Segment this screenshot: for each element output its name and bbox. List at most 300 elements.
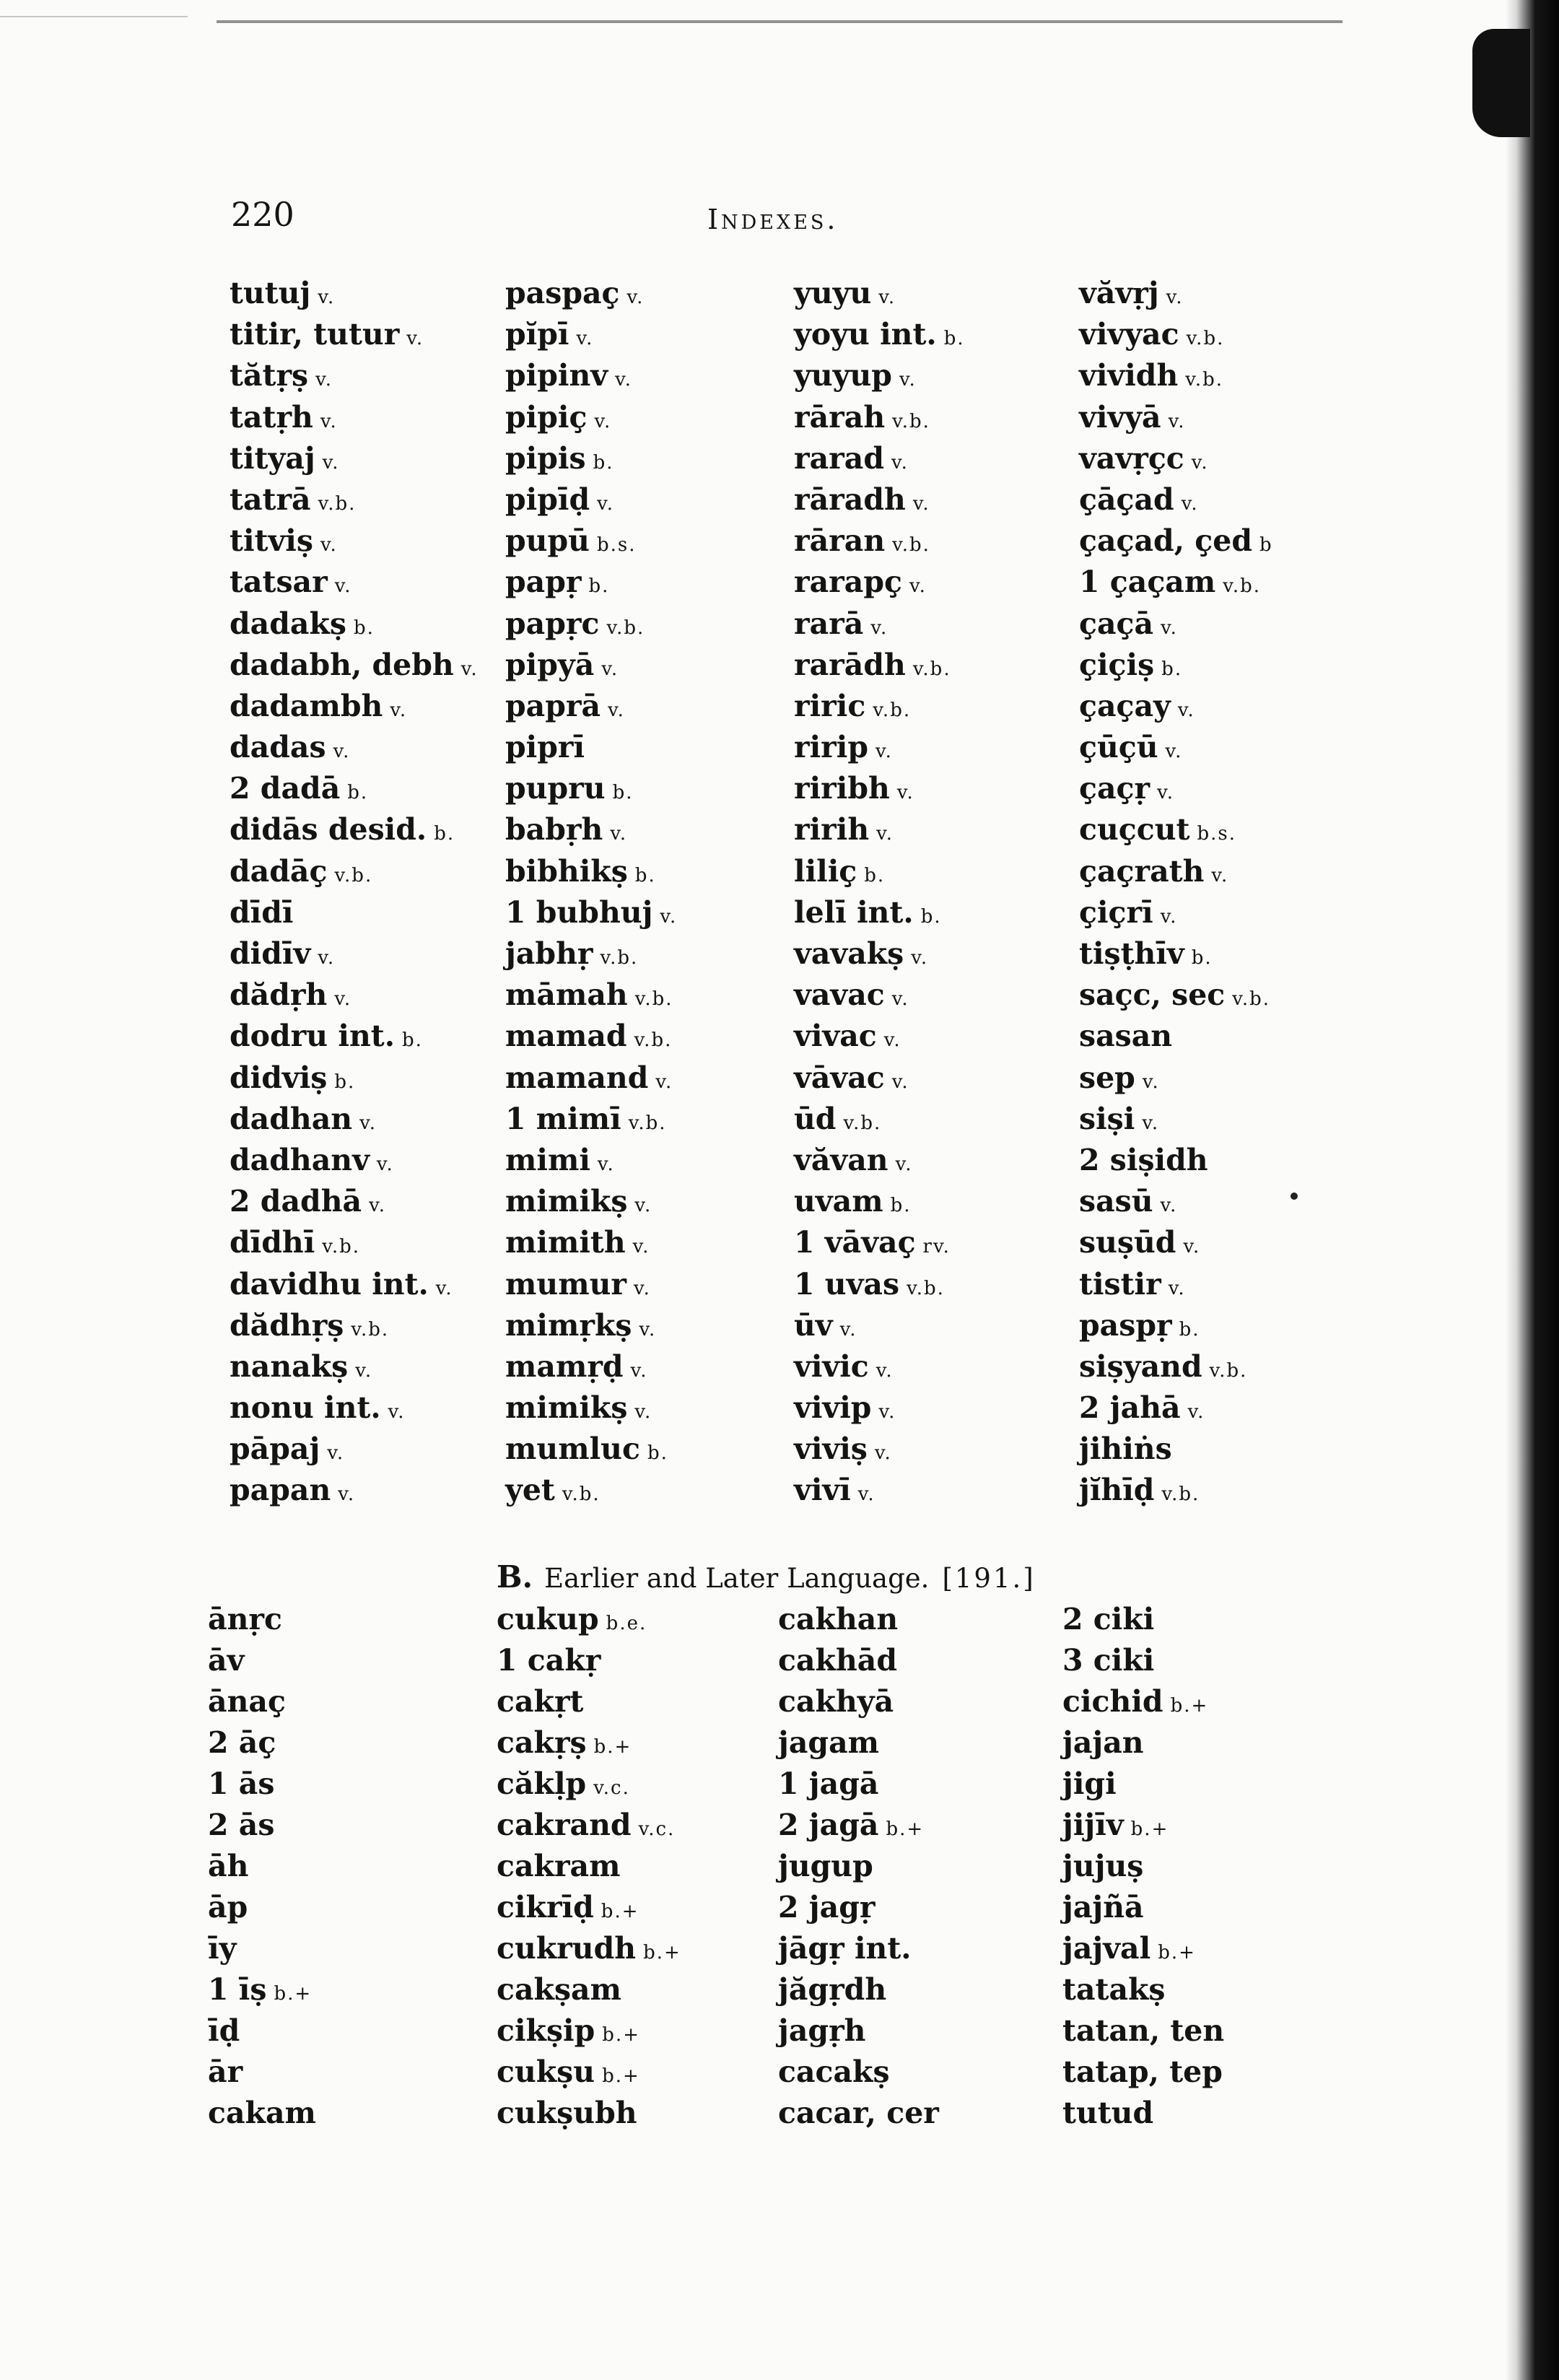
index-entry (794, 479, 965, 520)
index-entry (794, 933, 965, 975)
entry-word: cakam (208, 2096, 316, 2130)
index-entry (505, 892, 677, 933)
entry-source-tag: b.+ (1170, 1695, 1209, 1717)
index-entry (794, 975, 965, 1016)
entry-source-tag: b (1259, 534, 1273, 557)
entry-word: piprī (505, 730, 585, 765)
index-entry (1062, 2052, 1224, 2093)
index-entry (1062, 1681, 1224, 1722)
index-entry (497, 1805, 681, 1846)
entry-word: jajval (1062, 1931, 1151, 1966)
index-entry (505, 479, 677, 520)
entry-word: jabhṛ (505, 936, 593, 971)
entry-word: tiṣṭhīv (1079, 936, 1184, 971)
index-entry (1079, 686, 1273, 727)
entry-source-tag: v. (406, 328, 424, 350)
entry-word: mumur (505, 1266, 626, 1302)
entry-word: āv (208, 1643, 245, 1678)
entry-source-tag: v. (1177, 699, 1195, 721)
index-entry (497, 1722, 681, 1764)
index-entry (778, 1764, 939, 1805)
entry-word: căkḷp (497, 1766, 587, 1801)
entry-word: yoyu int. (794, 317, 937, 352)
entry-source-tag: b. (401, 1029, 423, 1052)
index-column-a3 (794, 273, 965, 1512)
entry-word: çaçad, çed (1079, 523, 1252, 559)
entry-source-tag: v. (634, 1401, 652, 1424)
section-b-heading (497, 1559, 1036, 1595)
entry-source-tag: v. (876, 823, 894, 845)
entry-word: pupru (505, 771, 606, 806)
index-entry (230, 562, 479, 603)
entry-word: mimikṣ (505, 1390, 628, 1426)
entry-word: tistir (1079, 1266, 1161, 1302)
entry-source-tag: v.b. (892, 534, 930, 557)
entry-word: cukṣubh (497, 2096, 637, 2130)
entry-word: cukrudh (497, 1931, 637, 1966)
entry-source-tag: v. (883, 1029, 901, 1052)
entry-source-tag: v. (909, 575, 927, 598)
index-entry (794, 768, 965, 809)
index-entry (794, 686, 965, 727)
entry-word: mamand (505, 1060, 649, 1095)
index-entry (1079, 1099, 1273, 1140)
index-entry (1062, 1599, 1224, 1640)
index-entry (1079, 1264, 1273, 1305)
entry-word: vivī (794, 1473, 851, 1508)
entry-source-tag: v.b. (907, 1277, 945, 1299)
index-entry (1079, 892, 1273, 933)
index-entry (794, 355, 965, 396)
entry-word: cakhād (778, 1643, 897, 1678)
entry-word: cakṣam (497, 1972, 621, 2007)
entry-source-tag: b. (612, 782, 634, 804)
entry-word: vāvac (794, 1060, 885, 1095)
entry-word: 1 vāvaç (794, 1225, 916, 1260)
index-entry (505, 645, 677, 686)
entry-word: yuyup (794, 358, 892, 393)
entry-word: vividh (1079, 358, 1179, 393)
entry-source-tag: v.b. (1186, 328, 1225, 350)
index-entry (208, 1887, 316, 1928)
entry-source-tag: v. (320, 410, 338, 432)
entry-source-tag: v. (639, 1318, 657, 1341)
entry-source-tag: v.b. (606, 616, 645, 639)
entry-word: sep (1079, 1060, 1135, 1095)
index-entry (230, 1222, 479, 1263)
entry-word: ririp (794, 730, 869, 765)
entry-source-tag: v. (1166, 287, 1184, 308)
index-entry (230, 1387, 479, 1429)
entry-source-tag: v. (891, 1071, 909, 1093)
entry-word: rarā (794, 606, 864, 641)
entry-source-tag: v. (1183, 1236, 1201, 1258)
ink-speck (1291, 1193, 1298, 1200)
index-entry (1079, 520, 1273, 562)
index-entry (230, 603, 479, 645)
index-entry (230, 645, 479, 686)
index-entry (794, 1305, 965, 1346)
entry-word: pipīḍ (505, 481, 590, 517)
entry-word: çaçṛ (1079, 771, 1150, 806)
entry-word: văvan (794, 1142, 888, 1177)
index-entry (1079, 809, 1273, 850)
entry-source-tag: v. (376, 1153, 394, 1175)
entry-word: babṛh (505, 812, 603, 847)
entry-word: cakhan (778, 1602, 899, 1636)
entry-source-tag: v. (338, 1483, 356, 1506)
entry-source-tag: v.b. (318, 492, 357, 515)
index-entry (505, 1058, 677, 1099)
index-entry (778, 1928, 939, 1969)
scan-corner-shadow (1472, 29, 1530, 137)
section-letter: B. (497, 1559, 533, 1595)
entry-word: dadakṣ (230, 606, 346, 641)
entry-source-tag: v. (327, 1442, 345, 1465)
entry-word: dīdī (230, 894, 294, 930)
entry-word: titir, tutur (230, 317, 400, 352)
index-entry (505, 397, 677, 438)
index-entry (505, 562, 677, 603)
entry-source-tag: b. (334, 1071, 356, 1093)
index-entry (505, 1305, 677, 1346)
index-entry (1079, 1016, 1273, 1057)
index-entry (497, 1681, 681, 1722)
entry-source-tag: v. (318, 947, 336, 969)
index-entry (1062, 1722, 1224, 1764)
entry-word: tutud (1062, 2096, 1154, 2130)
entry-word: 1 ās (208, 1766, 275, 1801)
index-entry (794, 520, 965, 562)
entry-source-tag: v. (655, 1071, 673, 1093)
entry-source-tag: b.+ (602, 2024, 640, 2046)
entry-word: vivyac (1079, 317, 1179, 352)
page-number: 220 (231, 195, 294, 234)
entry-word: tatan, ten (1062, 2013, 1225, 2048)
entry-source-tag: b. (434, 823, 455, 845)
entry-source-tag: b. (634, 864, 656, 886)
entry-word: papan (230, 1473, 331, 1508)
entry-source-tag: v.c. (638, 1818, 676, 1840)
entry-source-tag: v. (355, 1359, 373, 1382)
index-entry (1079, 975, 1273, 1016)
entry-word: çiçrī (1079, 894, 1153, 930)
index-entry (497, 1887, 681, 1928)
entry-source-tag: v. (896, 782, 914, 804)
entry-source-tag: v. (1211, 864, 1229, 886)
entry-source-tag: v. (320, 534, 338, 557)
entry-source-tag: v. (857, 1483, 875, 1506)
entry-word: pĭpī (505, 317, 569, 352)
entry-word: jăgṛdh (778, 1972, 887, 2007)
entry-word: paspaç (505, 276, 620, 310)
index-entry (208, 2010, 316, 2052)
entry-source-tag: v. (875, 1359, 894, 1382)
entry-word: dodru int. (230, 1019, 395, 1054)
entry-word: āp (208, 1890, 248, 1925)
scan-edge-mark (0, 16, 188, 17)
index-entry (1079, 1346, 1273, 1387)
index-entry (230, 355, 479, 396)
index-column-b2 (497, 1599, 681, 2134)
entry-word: sasan (1079, 1019, 1173, 1054)
index-entry (505, 1016, 677, 1057)
index-entry (505, 1346, 677, 1387)
index-entry (505, 1181, 677, 1222)
index-column-b3 (778, 1599, 939, 2134)
entry-source-tag: b. (647, 1442, 668, 1465)
entry-source-tag: v. (359, 1112, 377, 1134)
index-entry (1079, 1387, 1273, 1429)
entry-word: dīdhī (230, 1225, 315, 1260)
index-entry (230, 851, 479, 892)
entry-source-tag: v. (874, 1442, 892, 1465)
entry-word: tatrā (230, 481, 311, 517)
index-entry (1062, 1805, 1224, 1846)
index-entry (208, 1805, 316, 1846)
entry-source-tag: v. (388, 1401, 406, 1424)
entry-source-tag: v. (390, 699, 408, 721)
entry-word: tatakṣ (1062, 1972, 1166, 2007)
entry-word: siṣyand (1079, 1348, 1202, 1384)
entry-word: cukṣu (497, 2054, 595, 2089)
index-column-a4 (1079, 273, 1273, 1512)
index-entry (230, 768, 479, 809)
entry-source-tag: v. (1142, 1071, 1160, 1093)
index-entry (497, 2052, 681, 2093)
entry-source-tag: v. (601, 658, 619, 680)
entry-source-tag: b. (920, 905, 942, 928)
entry-source-tag: v. (322, 451, 340, 474)
entry-word: pipinv (505, 358, 608, 393)
entry-word: cikṣip (497, 2013, 595, 2048)
entry-source-tag: v.b. (351, 1318, 390, 1341)
entry-source-tag: v. (912, 492, 930, 515)
entry-word: nanakṣ (230, 1348, 349, 1384)
entry-source-tag: v. (626, 287, 645, 308)
entry-word: āh (208, 1849, 249, 1883)
entry-word: bibhikṣ (505, 853, 628, 889)
entry-source-tag: v.b. (1223, 575, 1262, 598)
entry-word: uvam (794, 1184, 883, 1219)
entry-word: didās desid. (230, 812, 427, 847)
index-entry (497, 1764, 681, 1805)
entry-word: çaçrath (1079, 853, 1205, 889)
entry-word: jĭhīḍ (1079, 1473, 1155, 1508)
entry-word: ūv (794, 1307, 833, 1343)
index-entry (1079, 355, 1273, 396)
entry-source-tag: v. (460, 658, 479, 680)
index-entry (230, 397, 479, 438)
index-entry (230, 1470, 479, 1511)
entry-source-tag: b.+ (274, 1983, 313, 2005)
index-entry (230, 686, 479, 727)
entry-source-tag: v.b. (600, 947, 639, 969)
index-entry (794, 603, 965, 645)
index-entry (778, 2093, 939, 2134)
entry-source-tag: v. (1160, 905, 1178, 928)
index-entry (794, 1470, 965, 1511)
index-entry (1079, 603, 1273, 645)
entry-source-tag: v.b. (634, 988, 673, 1011)
entry-word: çūçū (1079, 730, 1158, 765)
entry-word: vivyā (1079, 399, 1161, 435)
entry-source-tag: v. (875, 741, 893, 763)
index-entry (208, 1640, 316, 1681)
entry-source-tag: v. (870, 616, 888, 639)
index-entry (794, 1099, 965, 1140)
entry-word: tityaj (230, 440, 315, 476)
entry-word: jagṛh (778, 2013, 866, 2048)
index-entry (794, 562, 965, 603)
entry-source-tag: v.b. (1185, 369, 1224, 391)
entry-source-tag: b.+ (602, 2065, 640, 2087)
section-reference: [191.] (942, 1563, 1036, 1594)
entry-word: vivip (794, 1390, 872, 1426)
entry-word: pipis (505, 440, 586, 476)
entry-word: dadabh, debh (230, 647, 454, 682)
entry-word: 1 jagā (778, 1766, 879, 1801)
entry-source-tag: v. (597, 1153, 615, 1175)
entry-word: 2 ās (208, 1808, 275, 1842)
index-column-a2 (505, 273, 677, 1512)
entry-word: văvṛj (1079, 276, 1159, 310)
entry-source-tag: v. (660, 905, 678, 928)
index-entry (1079, 727, 1273, 768)
index-column-b4 (1062, 1599, 1224, 2134)
index-entry (208, 1969, 316, 2010)
entry-word: mimith (505, 1225, 626, 1260)
entry-word: jihiṅs (1079, 1431, 1172, 1467)
entry-word: jigi (1062, 1766, 1117, 1801)
entry-word: cukup (497, 1602, 599, 1636)
entry-word: tătṛṣ (230, 358, 309, 393)
entry-source-tag: b.+ (601, 1901, 639, 1922)
index-entry (505, 314, 677, 355)
index-entry (230, 1181, 479, 1222)
index-entry (794, 1016, 965, 1057)
entry-source-tag: v. (632, 1236, 650, 1258)
scan-top-edge (217, 20, 1342, 23)
index-entry (505, 438, 677, 479)
entry-source-tag: v. (1168, 410, 1186, 432)
index-entry (230, 479, 479, 520)
entry-source-tag: b.+ (1158, 1942, 1196, 1963)
index-entry (794, 1429, 965, 1470)
entry-source-tag: v. (878, 1401, 896, 1424)
index-entry (794, 645, 965, 686)
index-entry (505, 1099, 677, 1140)
entry-source-tag: v. (315, 369, 333, 391)
entry-source-tag: v. (369, 1195, 386, 1217)
entry-word: dadas (230, 730, 326, 765)
entry-word: mimikṣ (505, 1184, 628, 1219)
index-entry (208, 1681, 316, 1722)
index-entry (208, 1846, 316, 1887)
entry-source-tag: v. (1181, 492, 1199, 515)
index-entry (1079, 1429, 1273, 1470)
entry-source-tag: v. (608, 699, 625, 721)
index-entry (778, 1722, 939, 1764)
entry-word: cakrand (497, 1808, 632, 1842)
index-entry (794, 1058, 965, 1099)
entry-word: didviṣ (230, 1060, 328, 1095)
entry-source-tag: b.+ (1130, 1818, 1169, 1840)
entry-word: riribh (794, 771, 890, 806)
entry-source-tag: b.+ (643, 1942, 681, 1963)
entry-source-tag: v.b. (873, 699, 912, 721)
entry-word: paspṛ (1079, 1307, 1172, 1343)
entry-word: 1 mimī (505, 1101, 621, 1136)
index-entry (794, 438, 965, 479)
entry-word: jugup (778, 1849, 873, 1883)
entry-source-tag: v.b. (634, 1029, 673, 1052)
entry-source-tag: v. (1160, 1195, 1178, 1217)
entry-word: īḍ (208, 2013, 240, 2048)
entry-word: cikrīḍ (497, 1890, 594, 1925)
entry-source-tag: b. (943, 328, 965, 350)
entry-word: 2 siṣidh (1079, 1142, 1208, 1177)
index-entry (208, 1928, 316, 1969)
entry-word: jagam (778, 1725, 880, 1760)
section-title-text: Earlier and Later Language. (544, 1563, 930, 1594)
entry-word: īy (208, 1931, 237, 1966)
entry-word: cichid (1062, 1684, 1163, 1719)
index-entry (794, 1346, 965, 1387)
index-entry (505, 355, 677, 396)
entry-word: rarad (794, 440, 885, 476)
entry-word: ānaç (208, 1684, 286, 1719)
entry-source-tag: b.s. (1197, 823, 1236, 845)
entry-word: jajñā (1062, 1890, 1144, 1925)
entry-word: dadhanv (230, 1142, 370, 1177)
entry-word: cakhyā (778, 1684, 894, 1719)
index-entry (794, 1264, 965, 1305)
index-entry (778, 1887, 939, 1928)
index-entry (778, 2052, 939, 2093)
entry-source-tag: b. (890, 1195, 912, 1217)
entry-word: cuçcut (1079, 812, 1190, 847)
entry-source-tag: v.b. (843, 1112, 882, 1134)
entry-word: mumluc (505, 1431, 640, 1467)
entry-word: çaçay (1079, 688, 1171, 723)
entry-word: ūd (794, 1101, 837, 1136)
entry-source-tag: v. (634, 1195, 652, 1217)
index-entry (1062, 1969, 1224, 2010)
index-entry (1079, 438, 1273, 479)
index-entry (230, 809, 479, 850)
index-entry (778, 1846, 939, 1887)
entry-source-tag: v.b. (1232, 988, 1271, 1011)
index-entry (1079, 1305, 1273, 1346)
index-entry (778, 2010, 939, 2052)
index-entry (505, 1264, 677, 1305)
index-entry (230, 727, 479, 768)
entry-source-tag: v. (1168, 1277, 1186, 1299)
index-entry (1079, 397, 1273, 438)
entry-source-tag: v. (435, 1277, 453, 1299)
entry-source-tag: v. (1191, 451, 1209, 474)
index-entry (230, 314, 479, 355)
index-entry (778, 1969, 939, 2010)
entry-word: vavṛçc (1079, 440, 1184, 476)
index-entry (497, 2010, 681, 2052)
entry-word: 2 jahā (1079, 1390, 1181, 1426)
entry-word: jijīv (1062, 1808, 1124, 1842)
index-entry (794, 1222, 965, 1263)
entry-word: papṛc (505, 606, 600, 641)
entry-word: siṣi (1079, 1101, 1135, 1136)
